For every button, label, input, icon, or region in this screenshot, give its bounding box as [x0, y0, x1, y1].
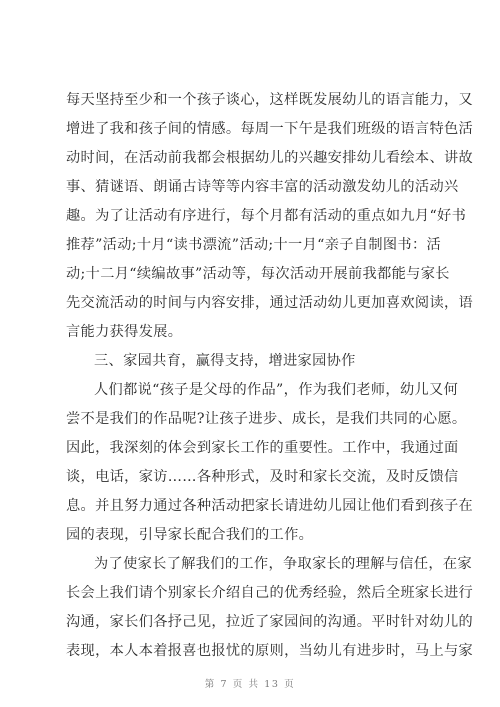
section-heading: 三、家园共育，赢得支持，增进家园协作	[94, 353, 356, 369]
text-line: 谈，电话，家访……各种形式，及时和家长交流，及时反馈信	[66, 469, 459, 485]
text-line: 尝不是我们的作品呢?让孩子进步、成长，是我们共同的心愿。	[66, 411, 467, 427]
text-line: 先交流活动的时间与内容安排，通过活动幼儿更加喜欢阅读，语	[66, 295, 474, 311]
text-line: 动;十二月“续编故事”活动等，每次活动开展前我都能与家长	[66, 266, 450, 282]
text-line: 因此，我深刻的体会到家长工作的重要性。工作中，我通过面	[66, 440, 459, 456]
text-line: 事、猜谜语、朗诵古诗等等内容丰富的活动激发幼儿的活动兴	[66, 179, 459, 195]
text-line: 每天坚持至少和一个孩子谈心，这样既发展幼儿的语言能力，又	[66, 92, 474, 108]
text-line: 长会上我们请个别家长介绍自己的优秀经验，然后全班家长进行	[66, 585, 474, 601]
text-line: 增进了我和孩子间的情感。每周一下午是我们班级的语言特色活	[66, 121, 474, 137]
text-line: 言能力获得发展。	[66, 324, 183, 340]
text-line: 表现，本人本着报喜也报忧的原则，当幼儿有进步时，马上与家	[66, 643, 474, 659]
text-line: 园的表现，引导家长配合我们的工作。	[66, 527, 314, 543]
text-line: 趣。为了让活动有序进行，每个月都有活动的重点如九月“好书	[66, 208, 467, 224]
text-line: 为了使家长了解我们的工作，争取家长的理解与信任，在家	[94, 556, 472, 572]
text-line: 人们都说“孩子是父母的作品”，作为我们老师，幼儿又何	[94, 382, 459, 398]
text-line: 动时间，在活动前我都会根据幼儿的兴趣安排幼儿看绘本、讲故	[66, 150, 474, 166]
page-number: 第 7 页 共 13 页	[204, 679, 296, 690]
text-line: 沟通，家长们各抒己见，拉近了家园间的沟通。平时针对幼儿的	[66, 614, 474, 630]
text-line: 推荐”活动;十月“读书漂流”活动;十一月“亲子自制图书：活	[66, 237, 442, 253]
text-line: 息。并且努力通过各种活动把家长请进幼儿园让他们看到孩子在	[66, 498, 474, 514]
